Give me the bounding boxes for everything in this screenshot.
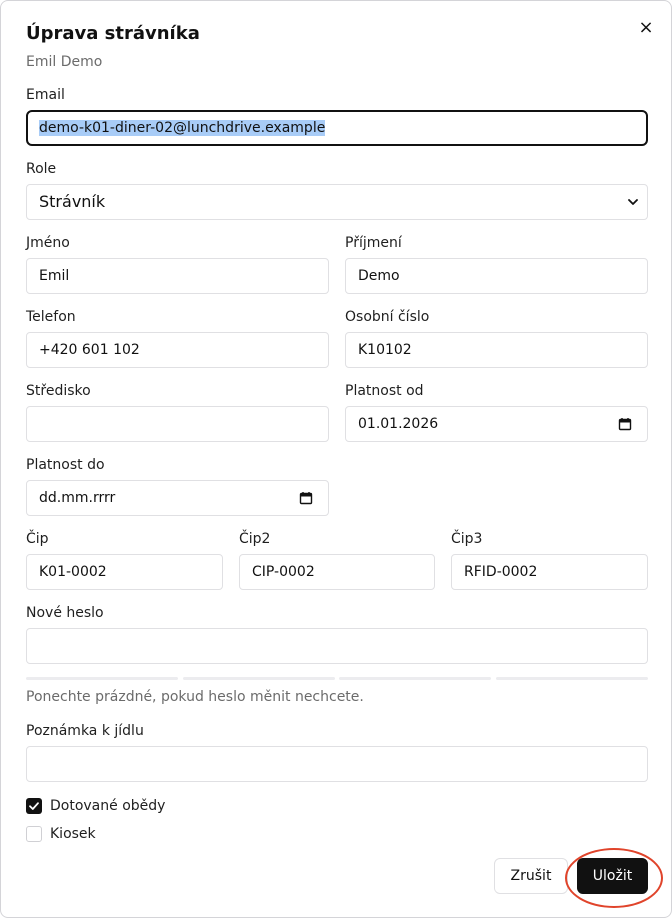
- dialog-title: Úprava strávníka: [26, 23, 200, 44]
- checkmark-icon: [26, 798, 42, 814]
- role-label: Role: [26, 161, 57, 177]
- first-name-field[interactable]: [26, 258, 329, 294]
- chip2-field[interactable]: [239, 554, 435, 590]
- save-button[interactable]: Uložit: [577, 858, 648, 894]
- password-strength-segment: [183, 677, 335, 680]
- meal-note-field[interactable]: [26, 746, 648, 782]
- personal-number-label: Osobní číslo: [345, 309, 430, 325]
- last-name-label: Příjmení: [345, 235, 402, 251]
- chip1-value: K01-0002: [39, 564, 107, 580]
- dialog-subtitle: Emil Demo: [26, 54, 103, 70]
- chip1-label: Čip: [26, 531, 49, 547]
- valid-from-label: Platnost od: [345, 383, 424, 399]
- new-password-label: Nové heslo: [26, 605, 104, 621]
- first-name-label: Jméno: [26, 235, 70, 251]
- valid-to-label: Platnost do: [26, 457, 105, 473]
- meal-note-label: Poznámka k jídlu: [26, 723, 144, 739]
- personal-number-field[interactable]: [345, 332, 648, 368]
- last-name-value: Demo: [358, 268, 400, 284]
- personal-number-value: K10102: [358, 342, 412, 358]
- first-name-value: Emil: [39, 268, 70, 284]
- email-value: demo-k01-diner-02@lunchdrive.example: [39, 120, 326, 136]
- calendar-icon[interactable]: [618, 417, 632, 431]
- subsidized-label[interactable]: Dotované obědy: [50, 798, 166, 814]
- last-name-field[interactable]: [345, 258, 648, 294]
- cost-center-label: Středisko: [26, 383, 91, 399]
- phone-value: +420 601 102: [39, 342, 140, 358]
- kiosk-label[interactable]: Kiosek: [50, 826, 96, 842]
- chip1-field[interactable]: [26, 554, 223, 590]
- email-label: Email: [26, 87, 65, 103]
- phone-label: Telefon: [26, 309, 76, 325]
- new-password-field[interactable]: [26, 628, 648, 664]
- valid-from-date-field[interactable]: [345, 406, 648, 442]
- subsidized-checkbox[interactable]: [26, 798, 42, 814]
- chip2-value: CIP-0002: [252, 564, 315, 580]
- chip3-value: RFID-0002: [464, 564, 538, 580]
- chip3-field[interactable]: [451, 554, 648, 590]
- cancel-button[interactable]: Zrušit: [494, 858, 568, 894]
- valid-to-placeholder: dd.mm.rrrr: [39, 490, 116, 506]
- chip3-label: Čip3: [451, 531, 483, 547]
- close-icon[interactable]: ×: [638, 17, 654, 38]
- password-hint: Ponechte prázdné, pokud heslo měnit nechcete.: [26, 689, 364, 705]
- cost-center-field[interactable]: [26, 406, 329, 442]
- phone-field[interactable]: [26, 332, 329, 368]
- calendar-icon[interactable]: [299, 491, 313, 505]
- password-strength-segment: [496, 677, 648, 680]
- role-select[interactable]: [26, 184, 648, 220]
- password-strength-segment: [339, 677, 491, 680]
- chevron-down-icon: [626, 195, 640, 209]
- password-strength-segment: [26, 677, 178, 680]
- valid-to-date-field[interactable]: [26, 480, 329, 516]
- valid-from-value: 01.01.2026: [358, 416, 439, 432]
- chip2-label: Čip2: [239, 531, 271, 547]
- role-select-value: Strávník: [39, 192, 106, 211]
- kiosk-checkbox[interactable]: [26, 826, 42, 842]
- email-field[interactable]: [26, 110, 648, 146]
